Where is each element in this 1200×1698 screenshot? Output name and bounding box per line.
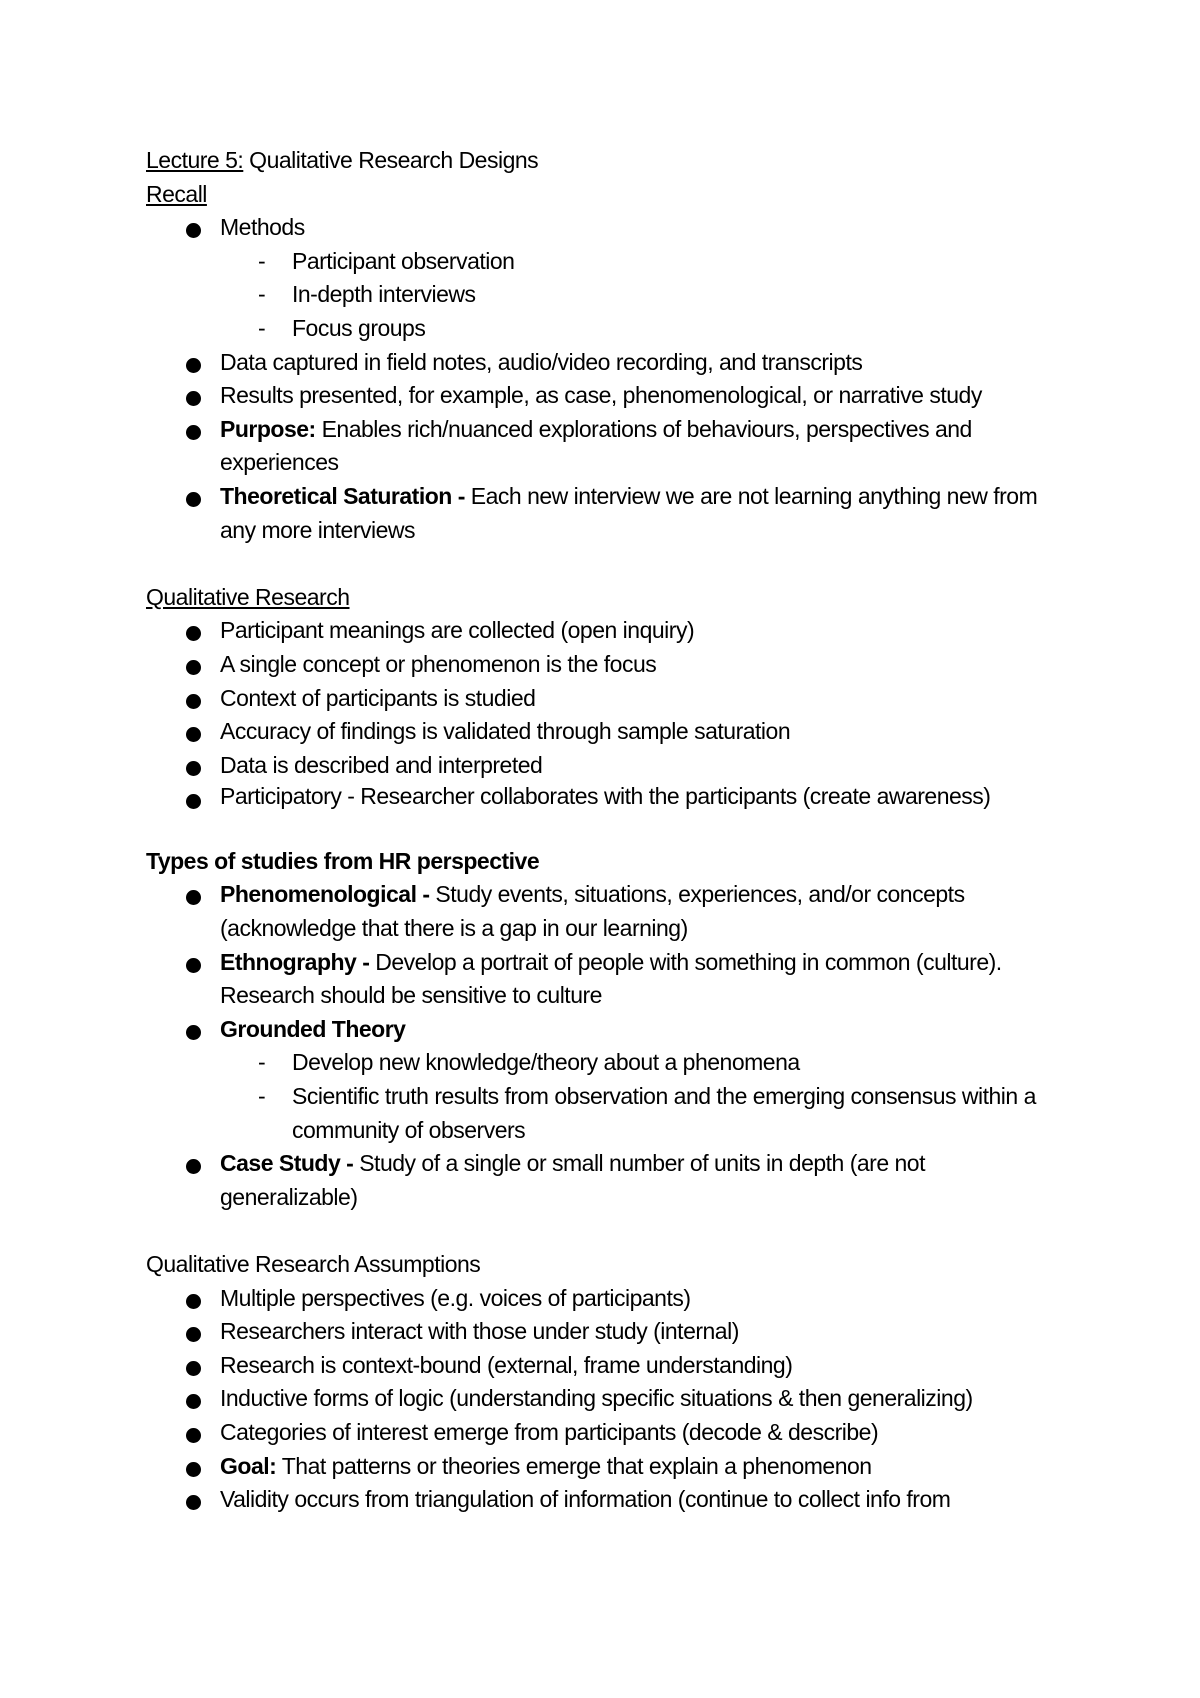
case-study-text: Study of a single or small number of units in depth (are not generalizable) (220, 1150, 925, 1210)
saturation-term: Theoretical Saturation - (220, 482, 465, 509)
grounded-theory-item (146, 1013, 1066, 1047)
grounded-theory-subitem: - Scientific truth results from observation and the emerging consensus within a community of observers (146, 1080, 1066, 1147)
section-spacer (146, 1214, 1066, 1248)
list-item: Research is context-bound (external, frame understanding) (146, 1349, 1066, 1383)
goal-term: Goal: (220, 1452, 277, 1479)
goal-text: That patterns or theories emerge that explain a phenomenon (276, 1452, 872, 1479)
validity-item: Validity occurs from triangulation of information (continue to collect info from (146, 1483, 1066, 1517)
list-item: Multiple perspectives (e.g. voices of participants) (146, 1282, 1066, 1316)
types-heading: Types of studies from HR perspective (146, 847, 540, 874)
case-study-item (146, 1147, 1066, 1214)
list-item: Context of participants is studied (146, 682, 1066, 716)
methods-label: Methods (220, 214, 305, 241)
purpose-term: Purpose: (220, 415, 316, 442)
assumptions-heading: Qualitative Research Assumptions (146, 1251, 481, 1277)
list-item: Participant meanings are collected (open inquiry) (146, 614, 1066, 648)
methods-subitem: - Participant observation (146, 245, 1066, 279)
page-title (146, 144, 1066, 178)
types-list (146, 878, 1066, 1214)
qualitative-research-list (146, 614, 1066, 811)
recall-saturation-item (146, 480, 1066, 547)
list-item: A single concept or phenomenon is the focus (146, 648, 1066, 682)
document-content (146, 144, 1066, 1517)
recall-list (146, 211, 1066, 547)
phenomenological-term: Phenomenological - (220, 881, 430, 908)
list-item: Data is described and interpreted (146, 749, 1066, 783)
section-spacer (146, 547, 1066, 581)
list-item: Categories of interest emerge from participants (decode & describe) (146, 1416, 1066, 1450)
qualitative-research-heading: Qualitative Research (146, 583, 350, 610)
saturation-text: Each new interview we are not learning anything new from any more interviews (220, 482, 1038, 543)
goal-item (146, 1450, 1066, 1484)
section-spacer (146, 811, 1066, 845)
lecture-title: Qualitative Research Designs (243, 147, 539, 173)
list-item: Participatory - Researcher collaborates with the participants (create awareness) (146, 782, 1066, 811)
recall-methods-item (146, 211, 1066, 245)
case-study-term: Case Study - (220, 1150, 354, 1177)
phenomenological-item (146, 878, 1066, 945)
assumptions-list (146, 1282, 1066, 1517)
recall-heading: Recall (146, 180, 207, 207)
list-item: Researchers interact with those under study (internal) (146, 1315, 1066, 1349)
purpose-text: Enables rich/nuanced explorations of behaviours, perspectives and experiences (220, 415, 972, 476)
recall-data-captured-item: Data captured in field notes, audio/video recording, and transcripts (146, 346, 1066, 380)
ethnography-term: Ethnography - (220, 948, 370, 975)
methods-subitem: - In-depth interviews (146, 278, 1066, 312)
ethnography-text: Develop a portrait of people with something in common (culture). Research should be sensitive to culture (220, 948, 1002, 1009)
grounded-theory-term: Grounded Theory (220, 1015, 406, 1042)
recall-results-item: Results presented, for example, as case, phenomenological, or narrative study (146, 379, 1066, 413)
methods-subitem: - Focus groups (146, 312, 1066, 346)
recall-purpose-item (146, 413, 1066, 480)
list-item: Accuracy of findings is validated through sample saturation (146, 715, 1066, 749)
grounded-theory-subitem: - Develop new knowledge/theory about a phenomena (146, 1046, 1066, 1080)
lecture-number: Lecture 5: (146, 147, 244, 173)
phenomenological-text: Study events, situations, experiences, and/or concepts (acknowledge that there is a gap in our learning) (220, 881, 965, 942)
list-item: Inductive forms of logic (understanding specific situations & then generalizing) (146, 1382, 1066, 1416)
ethnography-item (146, 946, 1066, 1013)
